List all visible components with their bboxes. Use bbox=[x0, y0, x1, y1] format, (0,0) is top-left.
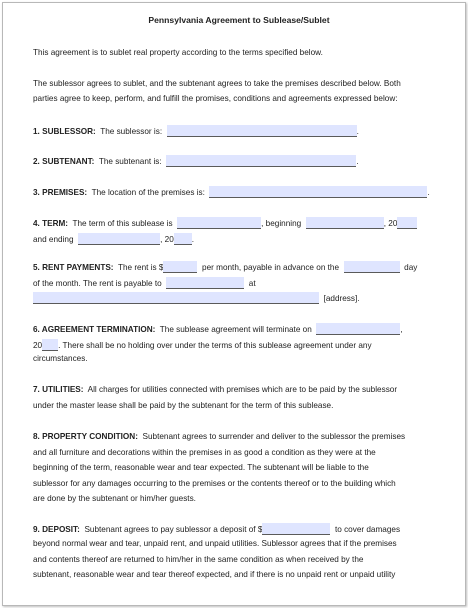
rent-amount-field[interactable] bbox=[163, 261, 197, 273]
section-text: Subtenant agrees to pay sublessor a deposit of $ bbox=[84, 525, 263, 534]
beginning-label: , beginning bbox=[261, 219, 302, 228]
section-text: The location of the premises is: bbox=[91, 188, 205, 197]
section-sublessor bbox=[33, 125, 359, 137]
ending-label: and ending bbox=[33, 235, 74, 244]
section-rent-payee bbox=[33, 277, 256, 289]
section-heading: 6. AGREEMENT TERMINATION: bbox=[33, 325, 156, 334]
due-day-field[interactable] bbox=[344, 261, 400, 273]
holding-over-text: . There shall be no holding over under the terms of this sublease agreement under any bbox=[58, 341, 372, 350]
section-termination-line-2 bbox=[33, 339, 372, 351]
term-length-field[interactable] bbox=[177, 217, 261, 229]
section-heading: 7. UTILITIES: bbox=[33, 385, 84, 394]
deposit-line-3: and contents thereof are returned to him/her in the same condition as when received by the bbox=[33, 555, 364, 564]
section-heading: 2. SUBTENANT: bbox=[33, 157, 95, 166]
at-label: at bbox=[248, 279, 256, 288]
section-term bbox=[33, 217, 417, 229]
comma: , bbox=[400, 325, 403, 334]
section-text: The term of this sublease is bbox=[72, 219, 173, 228]
section-termination bbox=[33, 323, 403, 335]
subtenant-name-field[interactable] bbox=[166, 155, 359, 167]
day-label: day bbox=[404, 263, 418, 272]
sublessor-name-field[interactable] bbox=[167, 125, 357, 137]
end-date-field[interactable] bbox=[78, 233, 160, 245]
section-heading: 1. SUBLESSOR: bbox=[33, 127, 96, 136]
property-condition-line-5: are done by the subtenant or him/her guests. bbox=[33, 494, 196, 503]
document-title: Pennsylvania Agreement to Sublease/Sublet bbox=[148, 15, 330, 25]
section-rent-address bbox=[33, 292, 360, 304]
section-text: Subtenant agrees to surrender and deliver to the sublessor the premises bbox=[142, 432, 406, 441]
period: . bbox=[356, 157, 359, 166]
section-heading: 8. PROPERTY CONDITION: bbox=[33, 432, 138, 441]
termination-year-field[interactable] bbox=[42, 339, 58, 351]
section-property-condition bbox=[33, 432, 405, 442]
section-heading: 3. PREMISES: bbox=[33, 188, 88, 197]
property-condition-line-4: sublessor for any damages occurring to the premises or the contents thereof or to the building which bbox=[33, 479, 396, 488]
section-utilities bbox=[33, 385, 397, 395]
payee-field[interactable] bbox=[166, 277, 244, 289]
section-heading: 5. RENT PAYMENTS: bbox=[33, 263, 114, 272]
deposit-amount-field[interactable] bbox=[262, 523, 330, 535]
year-prefix: , 20 bbox=[383, 219, 398, 228]
section-deposit bbox=[33, 523, 400, 535]
begin-date-field[interactable] bbox=[306, 217, 384, 229]
intro-text: This agreement is to sublet real property according to the terms specified below. bbox=[33, 48, 323, 57]
period: . bbox=[356, 127, 359, 136]
year-prefix: 20 bbox=[33, 341, 43, 350]
period: . bbox=[427, 188, 430, 197]
section-text: The sublease agreement will terminate on bbox=[159, 325, 312, 334]
premises-location-field[interactable] bbox=[209, 186, 430, 198]
deposit-line-2: beyond normal wear and tear, unpaid rent, and unpaid utilities. Sublessor agrees that if the premises bbox=[33, 539, 397, 548]
begin-year-field[interactable] bbox=[397, 217, 417, 229]
termination-date-field[interactable] bbox=[316, 323, 403, 335]
property-condition-line-3: beginning of the term, reasonable wear and tear expected. The subtenant will be liable to the bbox=[33, 463, 369, 472]
deposit-after-text: to cover damages bbox=[334, 525, 401, 534]
document-page bbox=[2, 2, 466, 606]
end-year-field[interactable] bbox=[174, 233, 195, 245]
section-rent-payments bbox=[33, 261, 417, 273]
section-text: The rent is $ bbox=[117, 263, 164, 272]
section-termination-line-3: circumstances. bbox=[33, 354, 88, 363]
payment-address-field[interactable] bbox=[33, 292, 319, 304]
section-subtenant bbox=[33, 155, 358, 167]
period: . bbox=[191, 235, 195, 244]
property-condition-line-2: and all furniture and decorations within the premises in as good a condition as they were at the bbox=[33, 448, 376, 457]
section-text: The subtenant is: bbox=[98, 157, 162, 166]
year-prefix: , 20 bbox=[160, 235, 174, 244]
agreement-text-line-2: parties agree to keep, perform, and fulfill the promises, conditions and agreements expressed below: bbox=[33, 94, 398, 103]
section-term-ending bbox=[33, 233, 194, 245]
section-heading: 9. DEPOSIT: bbox=[33, 525, 80, 534]
deposit-line-4: subtenant, reasonable wear and tear thereof expected, and if there is no unpaid rent or unpaid utility bbox=[33, 570, 396, 579]
agreement-text-line-1: The sublessor agrees to sublet, and the subtenant agrees to take the premises described below. Both bbox=[33, 79, 401, 88]
section-premises bbox=[33, 186, 430, 198]
section-text: All charges for utilities connected with premises which are to be paid by the sublessor bbox=[87, 385, 398, 394]
section-heading: 4. TERM: bbox=[33, 219, 69, 228]
address-label: [address]. bbox=[323, 294, 360, 303]
section-utilities-line-2: under the master lease shall be paid by the subtenant for the term of this sublease. bbox=[33, 401, 334, 410]
section-text: The sublessor is: bbox=[100, 127, 163, 136]
per-month-text: per month, payable in advance on the bbox=[202, 263, 340, 272]
payee-text: of the month. The rent is payable to bbox=[33, 279, 162, 288]
